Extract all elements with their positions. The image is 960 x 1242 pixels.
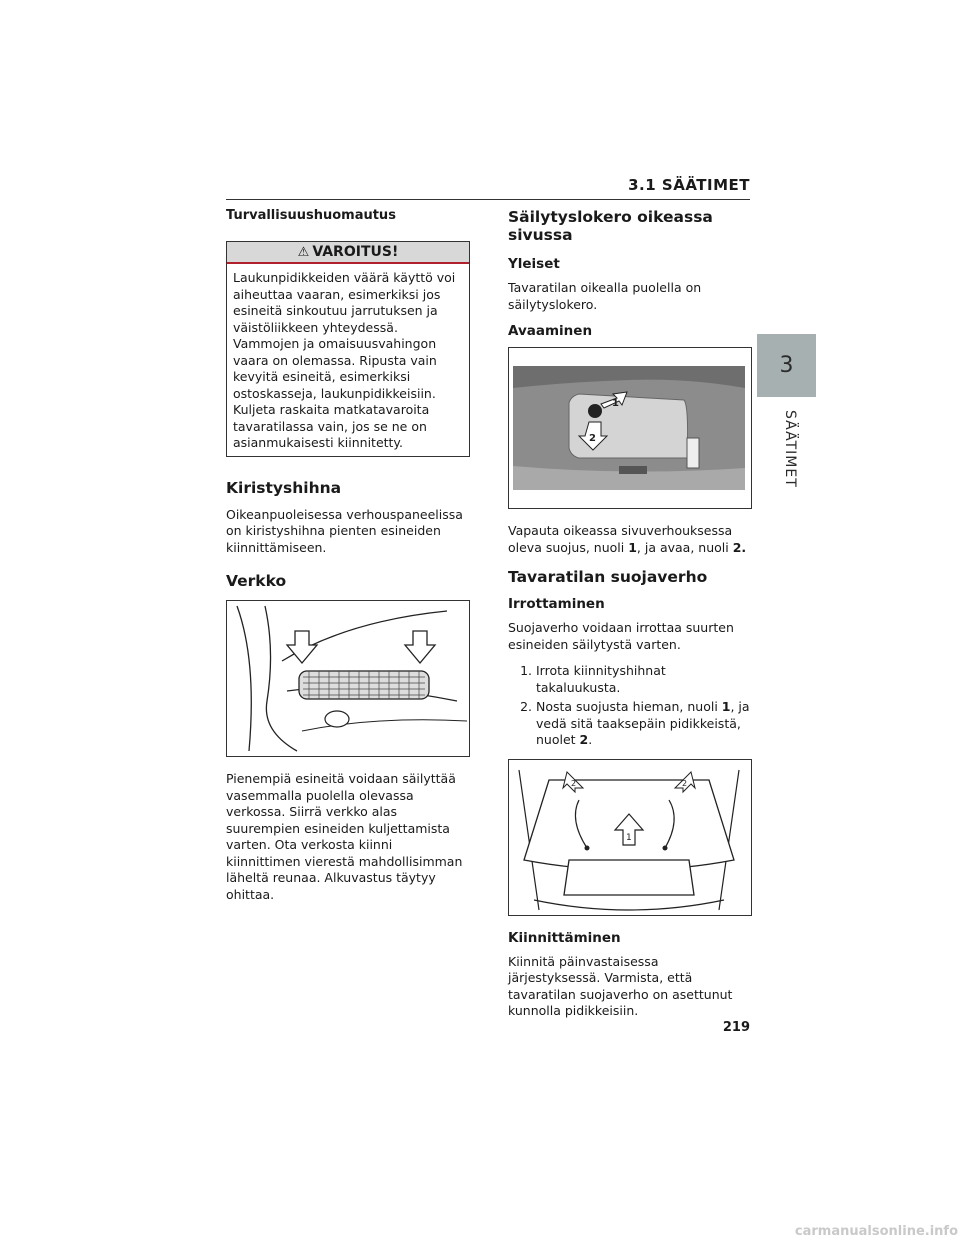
general-text: Tavaratilan oikealla puolella on säilytyslokero. (508, 280, 702, 312)
strap-text: Oikeanpuoleisessa verhouspaneelissa on kiristyshihna pienten esineiden kiinnittämiseen. (226, 506, 463, 555)
net-figure (226, 600, 470, 757)
section-header: 3.1 SÄÄTIMET (628, 176, 750, 194)
step-2: 2. Nosta suojusta hieman, nuoli 1, ja vedä sitä taaksepäin pidikkeistä, nuolet 2. (536, 699, 752, 749)
step-1: 1. Irrota kiinnityshihnat takaluukusta. (536, 663, 752, 696)
figure3-label-2a: 2 (571, 778, 577, 788)
cover-title: Tavaratilan suojaverho (508, 568, 708, 586)
figure-label-2: 2 (589, 433, 596, 444)
figure3-label-2b: 2 (682, 778, 688, 788)
net-illustration (227, 601, 469, 756)
safety-title: Turvallisuushuomautus (226, 208, 396, 223)
warning-title: VAROITUS! (312, 244, 399, 260)
compartment-photo (509, 348, 749, 508)
left-column (226, 208, 470, 913)
chapter-tab[interactable]: 3 (757, 334, 816, 397)
net-title: Verkko (226, 572, 287, 590)
removing-steps (508, 663, 752, 749)
warning-icon: ⚠ (297, 245, 310, 260)
attaching-title: Kiinnittäminen (508, 929, 621, 946)
cover-illustration (509, 760, 749, 915)
attaching-text: Kiinnitä päinvastaisessa järjestyksessä. Varmista, että tavaratilan suojaverho on asettunut kunnolla pidikkeisiin. (508, 953, 733, 1018)
removing-text: Suojaverho voidaan irrottaa suurten esineiden säilytystä varten. (508, 620, 734, 652)
strap-title: Kiristyshihna (226, 478, 342, 497)
general-title: Yleiset (508, 256, 560, 272)
chapter-label: SÄÄTIMET (782, 410, 798, 488)
right-column (508, 208, 752, 1030)
warning-header (227, 242, 469, 264)
removing-title: Irrottaminen (508, 596, 605, 612)
warning-box (226, 241, 470, 457)
opening-title: Avaaminen (508, 323, 593, 339)
figure-label-1: 1 (612, 398, 619, 409)
watermark: carmanualsonline.info (794, 1224, 958, 1239)
warning-text: Laukunpidikkeiden väärä käyttö voi aiheuttaa vaaran, esimerkiksi jos esineitä sinkoutuu jarrutuksen ja väistöliikkeen yhteydessä. Vammojen ja omaisuusvahingon vaara on olemassa. Ripusta vain kevyitä esineitä, esimerkiksi ostoskasseja, laukunpidikkeisiin. Kuljeta raskaita matkatavaroita tavaratilassa vain, jos se ne on asianmukaisesti kiinnitetty. (233, 270, 456, 450)
figure3-label-1: 1 (626, 832, 632, 843)
cover-figure (508, 759, 752, 916)
opening-text: Vapauta oikeassa sivuverhouksessa oleva suojus, nuoli 1, ja avaa, nuoli 2. (508, 523, 747, 555)
compartment-figure (508, 347, 752, 509)
page-number: 219 (722, 1020, 750, 1035)
compartment-title: Säilytyslokero oikeassa sivussa (508, 208, 713, 244)
net-text: Pienempiä esineitä voidaan säilyttää vasemmalla puolella olevassa verkossa. Siirrä verkko alas suurempien esineiden kuljettamista varten. Ota verkosta kiinni kiinnittimen vierestä mahdollisimman läheltä reunaa. Alkuvastus täytyy ohittaa. (226, 771, 463, 902)
header-rule (226, 199, 750, 200)
